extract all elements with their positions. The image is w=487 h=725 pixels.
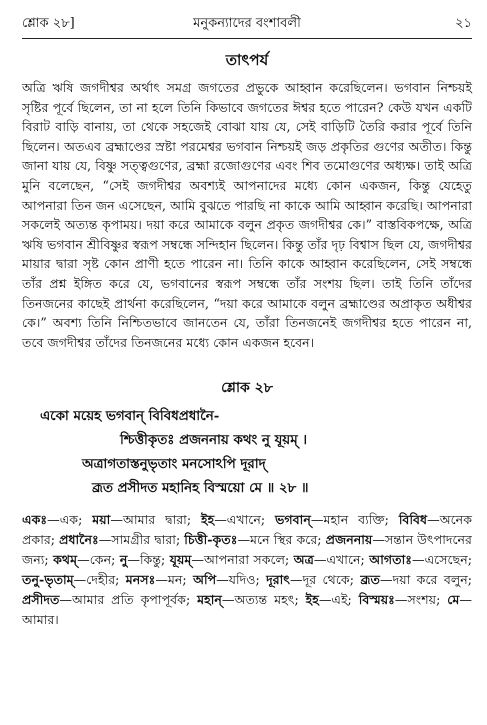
page-number: ২১ bbox=[455, 16, 472, 31]
synonym-meaning: —এখানে; bbox=[313, 552, 370, 568]
synonym-meaning: —মনে স্থির করে; bbox=[237, 532, 326, 548]
synonym-meaning: —আপনারা সকলে; bbox=[191, 552, 294, 568]
synonym-word: চিত্তী-কৃতঃ bbox=[184, 532, 238, 548]
synonym-word: একঃ bbox=[22, 512, 48, 528]
header-chapter-title: মনুকন্যাদের বংশাবলী bbox=[193, 16, 301, 31]
verse-heading: শ্লোক ২৮ bbox=[221, 380, 273, 397]
synonym-word: অত্র bbox=[293, 552, 314, 568]
synonym-word: ভগবান্ bbox=[275, 512, 311, 528]
synonym-meaning: —এক; bbox=[47, 512, 93, 528]
verse-line-4: ব্রূত প্রসীদত মহানিহ বিস্ময়ো মে ॥ ২৮ ॥ bbox=[92, 480, 309, 497]
synonym-word: প্রধানৈঃ bbox=[59, 532, 99, 548]
synonym-word: প্রজননায় bbox=[325, 532, 373, 548]
synonym-word: দূরাৎ bbox=[266, 572, 291, 588]
synonym-meaning: —মন; bbox=[155, 572, 194, 588]
purport-title: তাৎপর্য bbox=[225, 51, 269, 69]
synonym-meaning: —দেহীর; bbox=[73, 572, 126, 588]
book-page bbox=[22, 14, 472, 630]
sanskrit-verse bbox=[22, 404, 472, 500]
synonym-meaning: —আমার। bbox=[22, 592, 472, 628]
synonym-meaning: —অনেক প্রকার; bbox=[22, 512, 473, 548]
synonym-word: প্রসীদত bbox=[22, 592, 60, 608]
synonym-meaning: —এই; bbox=[318, 592, 359, 608]
synonym-meaning: —দূর থেকে; bbox=[290, 572, 361, 588]
synonym-word: ইহ bbox=[305, 592, 319, 608]
synonym-word: বিবিধ bbox=[398, 512, 428, 528]
word-synonyms bbox=[22, 510, 472, 630]
synonym-meaning: —আমার দ্বারা; bbox=[110, 512, 202, 528]
synonym-meaning: —কেন; bbox=[77, 552, 120, 568]
purport-paragraph: অত্রি ঋষি জগদীশ্বর অর্থাৎ সমগ্র জগতের প্রভুকে আহ্বান করেছিলেন। ভগবান নিশ্চয়ই সৃষ্টির পূর্বে ছিলেন, তা না হলে তিনি কিভাবে জগতের ঈশ্বর হতে পারেন? কেউ যখন একটি বিরাট বাড়ি বানায়, তা থেকে সহজেই বোঝা যায় যে, সেই বাড়িটি তৈরি করার পূর্বে তিনি ছিলেন। অতএব ব্রহ্মাণ্ডের স্রষ্টা পরমেশ্বর ভগবান নিশ্চয়ই জড় প্রকৃতির গুণের অতীত। কিন্তু জানা যায় যে, বিষ্ণু সত্ত্বগুণের, ব্রহ্মা রজোগুণের এবং শিব তমোগুণের অধ্যক্ষ। তাই অত্রি মুনি বলেছেন, “সেই জগদীশ্বর অবশ্যই আপনাদের মধ্যে কোন একজন, কিন্তু যেহেতু আপনারা তিন জন এসেছেন, আমি বুঝতে পারছি না কাকে আমি আহ্বান করেছি। আপনারা সকলেই অত্যন্ত কৃপাময়। দয়া করে আমাকে বলুন প্রকৃত জগদীশ্বর কে।” বাস্তবিকপক্ষে, অত্রি ঋষি ভগবান শ্রীবিষ্ণুর স্বরূপ সম্বন্ধে সন্দিহান ছিলেন। কিন্তু তাঁর দৃঢ় বিশ্বাস ছিল যে, জগদীশ্বর মায়ার দ্বারা সৃষ্ট কোন প্রাণী হতে পারেন না। তিনি কাকে আহ্বান করেছিলেন, সেই সম্বন্ধে তাঁর প্রশ্ন ইঙ্গিত করে যে, ভগবানের স্বরূপ সম্বন্ধে তাঁর সংশয় ছিল। তাই তিনি তাঁদের তিনজনের কাছেই প্রার্থনা করেছিলেন, “দয়া করে আমাকে বলুন ব্রহ্মাণ্ডের অপ্রাকৃত অধীশ্বর কে।” অবশ্য তিনি নিশ্চিতভাবে জানতেন যে, তাঁরা তিনজনেই জগদীশ্বর হতে পারেন না, তবে জগদীশ্বর তাঁদের তিনজনের মধ্যে কোন একজন হবেন। bbox=[22, 80, 472, 350]
synonym-word: অপি bbox=[193, 572, 217, 588]
synonym-word: নু bbox=[119, 552, 128, 568]
synonym-word: মে bbox=[447, 592, 460, 608]
synonym-word: ব্রূত bbox=[360, 572, 380, 588]
running-header bbox=[22, 14, 472, 36]
synonym-meaning: —এসেছেন; bbox=[412, 552, 473, 568]
synonym-word: ইহ bbox=[201, 512, 215, 528]
synonym-meaning: —দয়া করে বলুন; bbox=[379, 572, 472, 588]
synonym-meaning: —অত্যন্ত মহৎ; bbox=[221, 592, 306, 608]
synonym-word: ময়া bbox=[92, 512, 111, 528]
synonym-word: কথম্ bbox=[53, 552, 78, 568]
synonym-meaning: —সন্তান উৎপাদনের জন্য; bbox=[22, 532, 472, 568]
synonym-meaning: —এখানে; bbox=[214, 512, 276, 528]
synonym-meaning: —সংশয়; bbox=[394, 592, 448, 608]
verse-line-1: একো ময়েহ ভগবান্ বিবিধপ্রধানৈ- bbox=[40, 408, 220, 425]
header-rule bbox=[22, 38, 472, 39]
header-verse-ref: শ্লোক ২৮] bbox=[22, 16, 75, 31]
synonym-meaning: —সামগ্রীর দ্বারা; bbox=[98, 532, 185, 548]
synonym-word: যূয়ম্ bbox=[169, 552, 192, 568]
synonym-word: বিস্ময়ঃ bbox=[358, 592, 395, 608]
synonym-word: আগতাঃ bbox=[369, 552, 412, 568]
synonym-meaning: —যদিও; bbox=[216, 572, 267, 588]
synonym-word: তনু-ভৃতাম্ bbox=[22, 572, 74, 588]
verse-line-3: অত্রাগতাস্তনুভৃতাং মনসোঽপি দূরাদ্ bbox=[82, 456, 266, 473]
synonym-word: মনসঃ bbox=[125, 572, 156, 588]
synonym-meaning: —কিন্তু; bbox=[127, 552, 170, 568]
purport-section bbox=[22, 78, 472, 352]
synonym-meaning: —মহান ব্যক্তি; bbox=[310, 512, 399, 528]
verse-line-2: শ্চিত্তীকৃতঃ প্রজননায় কথং নু যূয়ম্ । bbox=[120, 432, 308, 449]
synonym-word: মহান্ bbox=[197, 592, 222, 608]
synonym-meaning: —আমার প্রতি কৃপাপূর্বক; bbox=[59, 592, 198, 608]
